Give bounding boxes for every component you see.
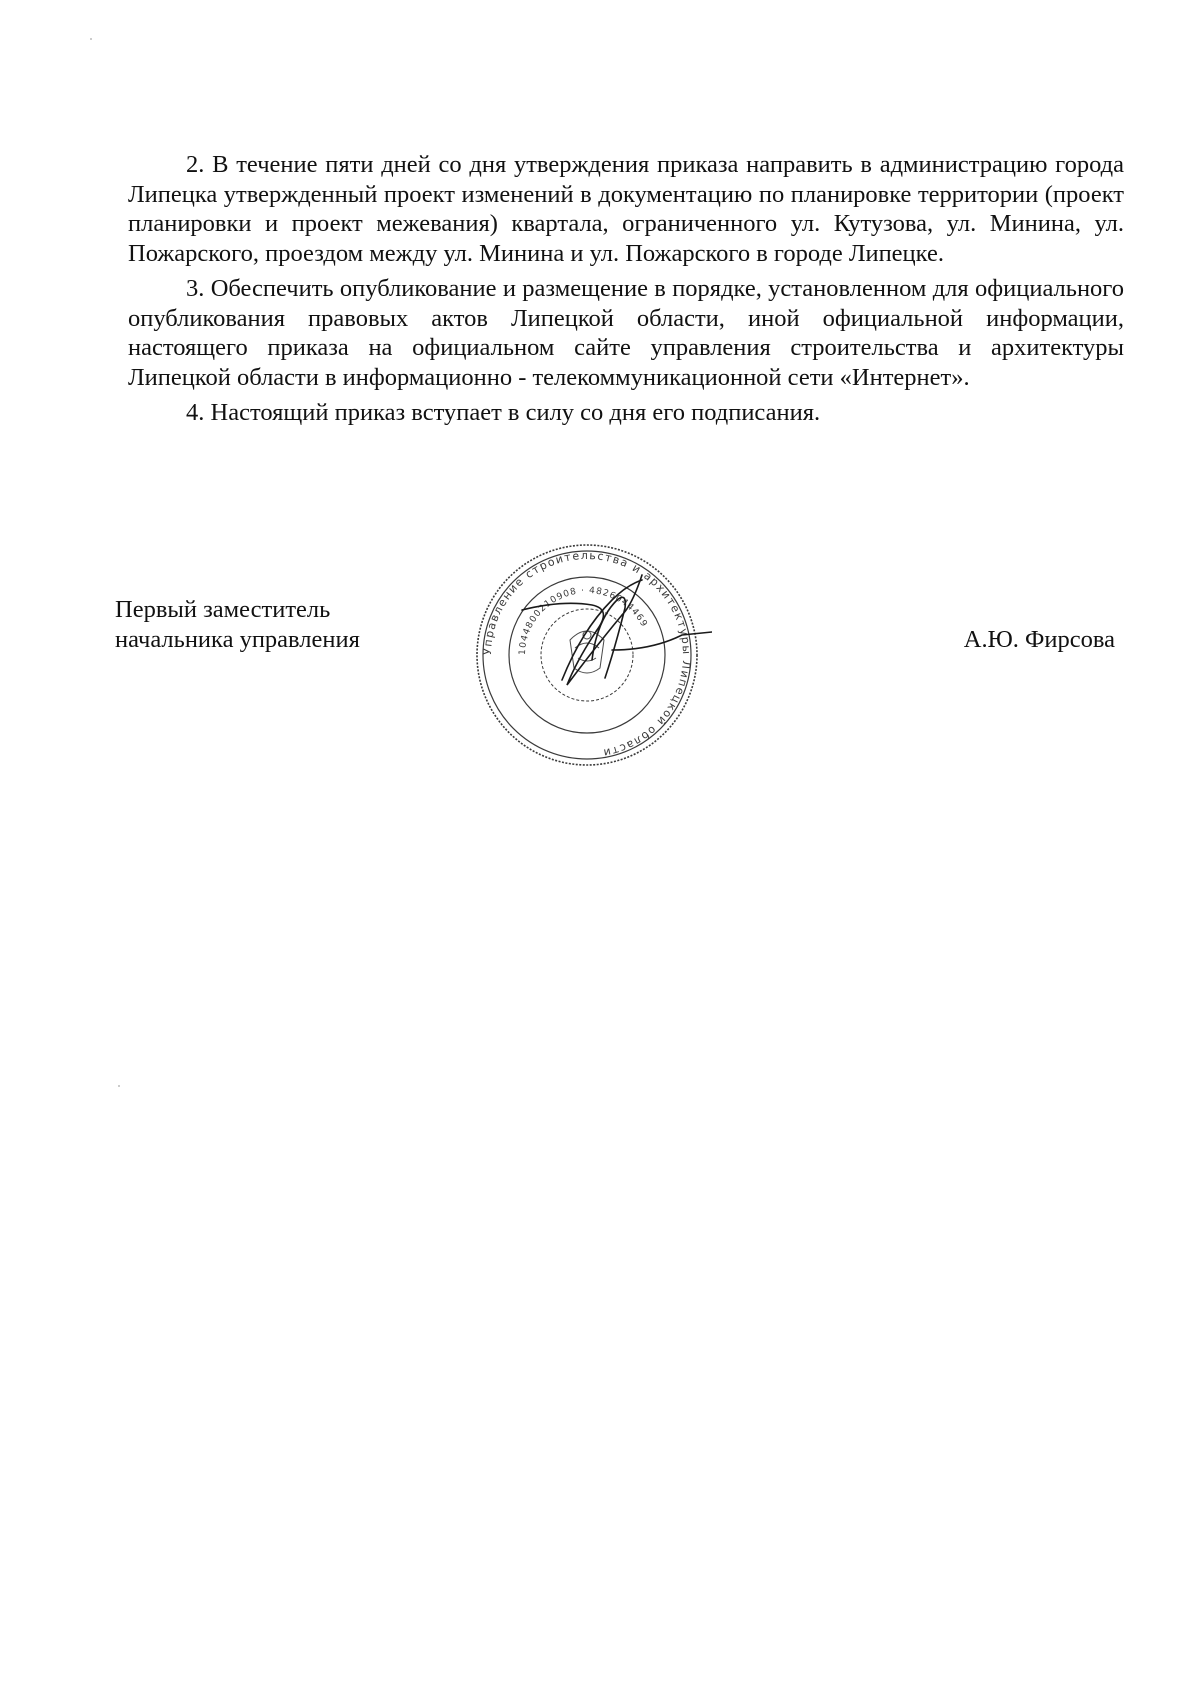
seal-outer-text: Управление строительства и архитектуры Липецкой области [480,548,694,760]
signer-title [115,595,360,655]
paragraph-3: 3. Обеспечить опубликование и размещение в порядке, установленном для официального опубликования правовых актов Липецкой области, иной официальной информации, настоящего приказа на официальном сайте управления строительства и архитектуры Липецкой области в информационно - телекоммуникационной сети «Интернет». [128,275,1124,391]
scan-artifact [118,1085,120,1087]
signer-title-line1: Первый заместитель [115,596,331,623]
signer-title-line2: начальника управления [115,626,360,653]
paragraph-4: 4. Настоящий приказ вступает в силу со дня его подписания. [186,399,821,426]
signer-name: А.Ю. Фирсова [963,626,1115,653]
scan-artifact [90,38,92,40]
paragraph-2: 2. В течение пяти дней со дня утверждения приказа направить в администрацию города Липецка утвержденный проект изменений в документацию по планировке территории (проект планировки и проект межевания) квартала, ограниченного ул. Кутузова, ул. Минина, ул. Пожарского, проездом между ул. Минина и ул. Пожарского в городе Липецке. [128,151,1124,267]
official-seal-stamp [462,540,712,770]
seal-inner-text: 1044800210908 · 4826044469 [517,585,650,656]
signature-block [0,540,1200,760]
document-body [128,150,1124,434]
